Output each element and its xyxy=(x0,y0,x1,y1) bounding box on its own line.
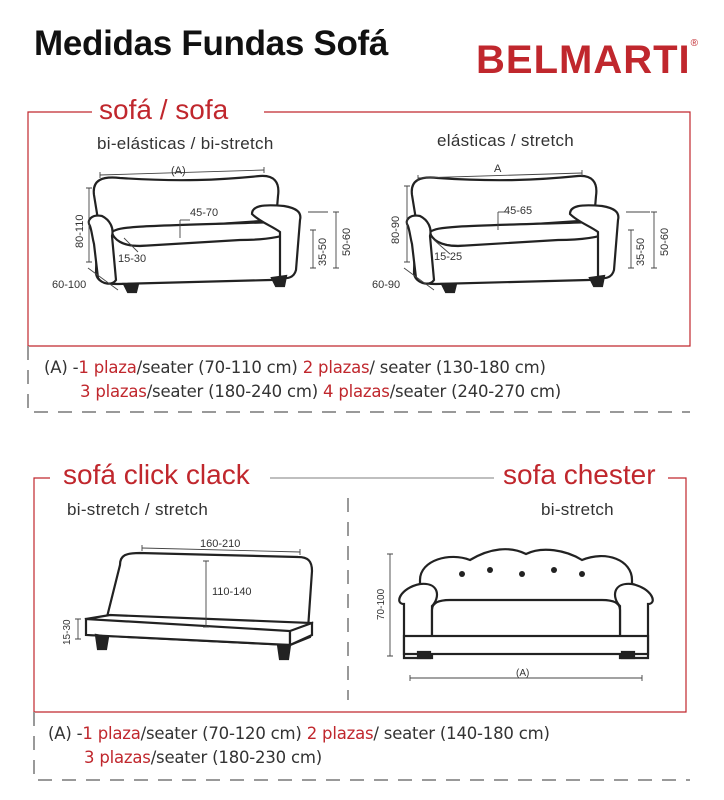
section2-title-chester: sofa chester xyxy=(496,460,663,490)
legend-2-plazas: 2 plazas xyxy=(302,358,370,377)
width-label: (A) xyxy=(516,668,530,679)
legend-1-plaza-size: /seater (70-120 cm) xyxy=(140,724,307,743)
height-label: 80-110 xyxy=(74,214,86,248)
chester-sofa-diagram xyxy=(370,540,670,690)
sofa-shape xyxy=(89,176,301,292)
section2-legend-row1 xyxy=(48,724,550,743)
sofa-shape xyxy=(407,176,619,292)
section2-legend-row2 xyxy=(84,748,322,767)
arm-label: 15-30 xyxy=(118,253,147,265)
brand-name: BELMARTI xyxy=(476,38,691,82)
click-clack-shape xyxy=(86,553,312,659)
section1-legend-row2 xyxy=(80,382,561,401)
width-label: 160-210 xyxy=(200,538,241,550)
legend-prefix: (A) - xyxy=(44,358,79,377)
section2-legend-frame xyxy=(34,712,690,780)
height-label: 70-100 xyxy=(376,588,387,620)
seat-height-label: 35-50 xyxy=(317,237,329,266)
back-depth-label: 45-70 xyxy=(190,207,219,219)
section2-title-click-clack: sofá click clack xyxy=(56,460,257,490)
section1-legend-frame xyxy=(28,346,690,412)
depth-label: 60-90 xyxy=(372,279,401,291)
legend-4-plazas-size: /seater (240-270 cm) xyxy=(389,382,561,401)
legend-prefix: (A) - xyxy=(48,724,83,743)
side-label: 15-30 xyxy=(62,619,73,645)
legend-4-plazas: 4 plazas xyxy=(323,382,390,401)
page-title: Medidas Fundas Sofá xyxy=(34,24,389,63)
legend-1-plaza: 1 plaza xyxy=(82,724,141,743)
legend-1-plaza: 1 plaza xyxy=(78,358,137,377)
height-label: 80-90 xyxy=(390,215,402,244)
click-clack-subtitle: bi-stretch / stretch xyxy=(67,500,209,519)
click-clack-diagram xyxy=(50,525,330,685)
width-label: A xyxy=(494,163,502,175)
section1-title: sofá / sofa xyxy=(92,95,235,125)
back-height-label: 110-140 xyxy=(212,586,252,598)
arm-height-label: 50-60 xyxy=(341,227,353,256)
registered-mark: ® xyxy=(690,38,700,49)
legend-1-plaza-size: /seater (70-110 cm) xyxy=(136,358,303,377)
bi-stretch-sofa-diagram xyxy=(40,150,370,300)
chester-subtitle: bi-stretch xyxy=(541,500,614,519)
section1-legend-row1 xyxy=(44,358,546,377)
right-sofa-subtitle: elásticas / stretch xyxy=(437,131,575,150)
width-label: (A) xyxy=(171,165,186,177)
left-sofa-subtitle: bi-elásticas / bi-stretch xyxy=(97,134,274,153)
legend-2-plazas-size: / seater (140-180 cm) xyxy=(373,724,550,743)
arm-label: 15-25 xyxy=(434,251,463,263)
legend-3-plazas: 3 plazas xyxy=(80,382,147,401)
stretch-sofa-diagram xyxy=(366,150,696,300)
legend-3-plazas-size: /seater (180-240 cm) xyxy=(146,382,324,401)
back-depth-label: 45-65 xyxy=(504,205,533,217)
legend-2-plazas: 2 plazas xyxy=(306,724,374,743)
arm-height-label: 50-60 xyxy=(659,227,671,256)
legend-3-plazas: 3 plazas xyxy=(84,748,151,767)
seat-height-label: 35-50 xyxy=(635,237,647,266)
legend-3-plazas-size: /seater (180-230 cm) xyxy=(150,748,322,767)
legend-2-plazas-size: / seater (130-180 cm) xyxy=(369,358,546,377)
chester-shape xyxy=(399,549,653,658)
depth-label: 60-100 xyxy=(52,279,87,291)
